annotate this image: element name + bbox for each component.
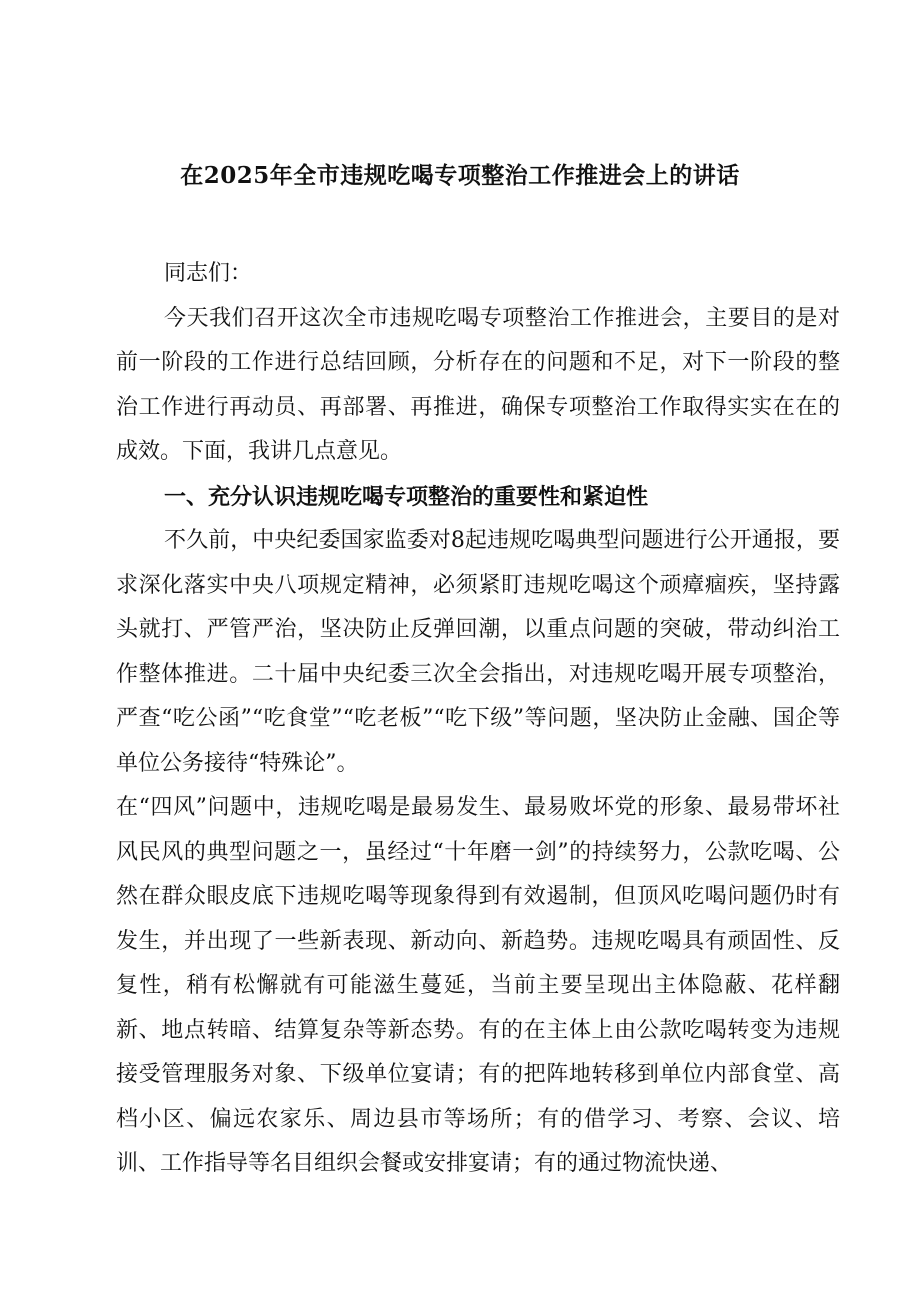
section-heading-1: 一、充分认识违规吃喝专项整治的重要性和紧迫性 bbox=[164, 483, 649, 510]
intro-paragraph: 今天我们召开这次全市违规吃喝专项整治工作推进会，主要目的是对前一阶段的工作进行总结回顾，分析存在的问题和不足，对下一阶段的整治工作进行再动员、再部署、再推进，确保专项整治工作取得实实在在的成效。下面，我讲几点意见。 bbox=[116, 305, 840, 464]
salutation: 同志们： bbox=[164, 261, 253, 286]
section1-paragraph-2: 在“四风”问题中，违规吃喝是最易发生、最易败坏党的形象、最易带坏社风民风的典型问题之一，虽经过“十年磨一剑”的持续努力，公款吃喝、公然在群众眼皮底下违规吃喝等现象得到有效遏制，但顶风吃喝问题仍时有发生，并出现了一些新表现、新动向、新趋势。违规吃喝具有顽固性、反复性，稍有松懈就有可能滋生蔓延，当前主要呈现出主体隐蔽、花样翻新、地点转暗、结算复杂等新态势。有的在主体上由公款吃喝转变为违规接受管理服务对象、下级单位宴请；有的把阵地转移到单位内部食堂、高档小区、偏远农家乐、周边县市等场所；有的借学习、考察、会议、培训、工作指导等名目组织会餐或安排宴请；有的通过物流快递、 bbox=[116, 795, 840, 1176]
section1-paragraph-1: 不久前，中央纪委国家监委对8起违规吃喝典型问题进行公开通报，要求深化落实中央八项规定精神，必须紧盯违规吃喝这个顽瘴痼疾，坚持露头就打、严管严治，坚决防止反弹回潮，以重点问题的突破，带动纠治工作整体推进。二十届中央纪委三次全会指出，对违规吃喝开展专项整治，严查“吃公函”“吃食堂”“吃老板”“吃下级”等问题，坚决防止金融、国企等单位公务接待“特殊论”。 bbox=[116, 528, 840, 776]
document-body bbox=[116, 252, 840, 1187]
document-title: 在2025年全市违规吃喝专项整治工作推进会上的讲话 bbox=[180, 162, 740, 189]
